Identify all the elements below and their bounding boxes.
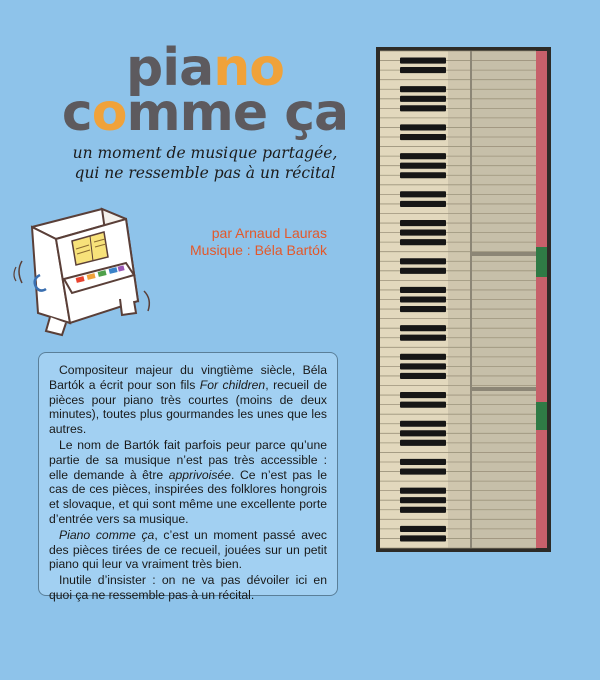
- black-key: [400, 163, 446, 169]
- black-key: [400, 105, 446, 111]
- title-piano-part1: pia: [126, 38, 214, 98]
- black-key: [400, 172, 446, 178]
- title-comme-ca: [40, 85, 370, 141]
- black-key: [400, 153, 446, 159]
- panel-divider: [470, 387, 536, 391]
- title-comme-part3: mme ça: [126, 83, 349, 143]
- p2-text-a: Le nom de Bartók fait parfois peur parce qu’une partie de sa musique n’est pas très accessible : elle demande à être: [49, 437, 327, 482]
- piano-keyboard-photo: [376, 47, 551, 552]
- paragraph-4: [49, 573, 327, 603]
- black-key: [400, 230, 446, 236]
- black-key: [400, 239, 446, 245]
- black-key: [400, 306, 446, 312]
- description-box: [38, 352, 338, 602]
- black-key: [400, 287, 446, 293]
- green-felt-2: [536, 402, 547, 430]
- title-comme-part1: c: [61, 83, 92, 143]
- black-key: [400, 325, 446, 331]
- subtitle: [20, 143, 390, 183]
- black-key: [400, 421, 446, 427]
- title-comme-part2: o: [91, 83, 127, 143]
- panel-edge: [470, 51, 472, 548]
- black-key: [400, 402, 446, 408]
- black-key: [400, 526, 446, 532]
- black-key: [400, 468, 446, 474]
- subtitle-line2: qui ne ressemble pas à un récital: [74, 164, 336, 182]
- paragraph-2: [49, 438, 327, 527]
- paragraph-1: [49, 363, 327, 437]
- p2-emphasis: apprivoisée: [168, 467, 232, 482]
- black-key: [400, 392, 446, 398]
- black-key: [400, 191, 446, 197]
- p2-text-b: . Ce n’est pas le cas de ces pièces, inspirées des folklores hongrois et slovaque, et qui sont même une excellente porte d’entrée vers sa musique.: [49, 467, 327, 526]
- black-key: [400, 96, 446, 102]
- paragraph-3: [49, 528, 327, 572]
- black-key: [400, 134, 446, 140]
- red-edge: [536, 51, 547, 548]
- black-key: [400, 507, 446, 513]
- black-key: [400, 335, 446, 341]
- black-key: [400, 124, 446, 130]
- black-key: [400, 258, 446, 264]
- p3-emphasis: Piano comme ça: [59, 527, 155, 542]
- black-key: [400, 57, 446, 63]
- p1-emphasis: For children: [199, 377, 266, 392]
- p4-text: Inutile d’insister : on ne va pas dévoiler ici en quoi ça ne ressemble pas à un récital.: [49, 573, 327, 602]
- black-key: [400, 296, 446, 302]
- credits-music: Musique : Béla Bartók: [190, 242, 327, 258]
- black-key: [400, 268, 446, 274]
- black-key: [400, 67, 446, 73]
- panel-divider: [470, 252, 536, 256]
- black-key: [400, 86, 446, 92]
- black-key: [400, 459, 446, 465]
- credits: [190, 225, 327, 259]
- black-key: [400, 363, 446, 369]
- black-key: [400, 201, 446, 207]
- black-key: [400, 440, 446, 446]
- green-felt-1: [536, 247, 547, 277]
- black-key: [400, 373, 446, 379]
- title-piano-part2: no: [213, 38, 284, 98]
- black-key: [400, 488, 446, 494]
- black-key: [400, 220, 446, 226]
- cartoon-piano-illustration: [10, 205, 160, 340]
- p1-text-b: , recueil de pièces pour piano très courtes (moins de deux minutes), toutes plus gourmandes les unes que les autres.: [49, 377, 327, 437]
- p3-text-b: , c’est un moment passé avec des pièces tirées de ce recueil, jouées sur un petit piano qui leur va vraiment très bien.: [49, 527, 327, 572]
- black-key: [400, 535, 446, 541]
- p1-text-a: Compositeur majeur du vingtième siècle, Béla Bartók a écrit pour son fils: [49, 363, 327, 392]
- black-key: [400, 430, 446, 436]
- subtitle-line1: un moment de musique partagée,: [72, 144, 338, 162]
- credits-author: par Arnaud Lauras: [211, 225, 327, 241]
- black-key: [400, 497, 446, 503]
- black-key: [400, 354, 446, 360]
